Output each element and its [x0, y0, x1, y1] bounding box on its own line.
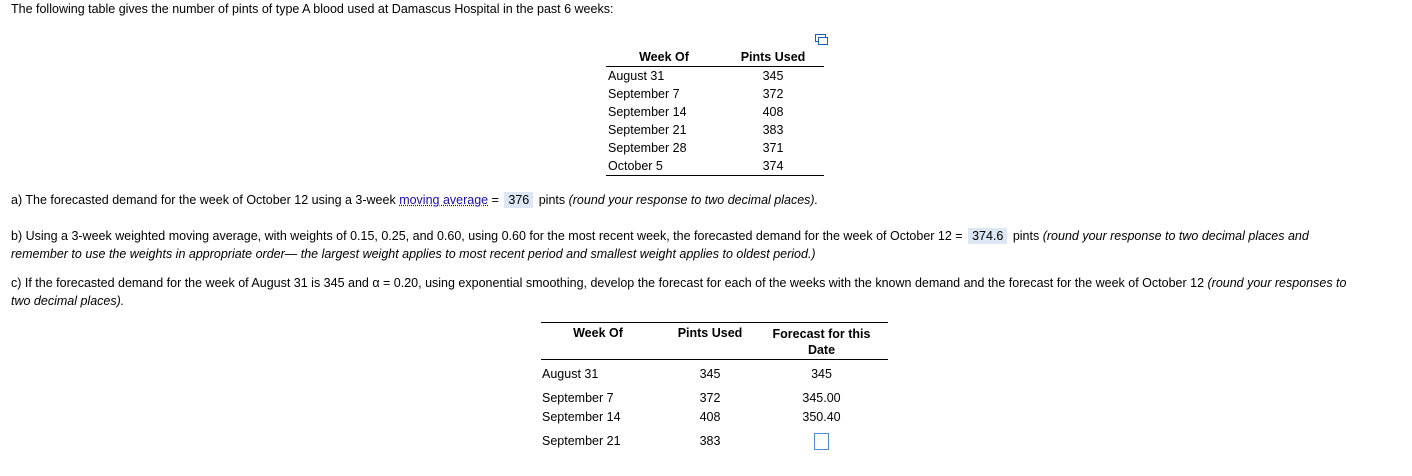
forecast-table-header: [541, 322, 888, 360]
table-row: [606, 121, 824, 139]
part-a-question: [11, 192, 818, 208]
part-a-prefix: a) The forecasted demand for the week of October 12 using a 3-week: [11, 193, 400, 207]
forecast-cell: 350.40: [802, 410, 841, 424]
week-cell: September 14: [608, 105, 687, 119]
header-pints-used: Pints Used: [740, 49, 806, 64]
pints-cell: 408: [699, 410, 721, 424]
part-a-answer[interactable]: 376: [504, 192, 533, 208]
pints-cell: 374: [762, 159, 784, 173]
part-a-note: (round your response to two decimal places).: [568, 193, 819, 207]
table-row: [541, 408, 888, 426]
table-row: [606, 157, 824, 175]
forecast-cell: 345.00: [802, 391, 841, 405]
part-c-question-line1: [11, 276, 1346, 290]
pints-table: [606, 47, 824, 176]
pints-cell: 371: [762, 141, 784, 155]
pints-cell: 408: [762, 105, 784, 119]
forecast-cell: 345: [811, 367, 832, 381]
week-cell: September 21: [608, 123, 687, 137]
part-b-prefix: b) Using a 3-week weighted moving average, with weights of 0.15, 0.25, and 0.60, using 0.60 for the most recent week, the forecasted demand for the week of October 12 =: [11, 229, 967, 243]
table-row: [606, 139, 824, 157]
part-b-question-line2: remember to use the weights in appropriate order— the largest weight applies to most recent period and smallest weight applies to oldest period.): [11, 247, 816, 261]
pints-cell: 345: [699, 367, 721, 381]
table-row: [606, 85, 824, 103]
pints-cell: 345: [762, 69, 784, 83]
header-week-of: Week Of: [639, 49, 689, 64]
part-b-note-1: (round your response to two decimal places and: [1042, 229, 1309, 243]
forecast-input[interactable]: [814, 433, 829, 450]
part-b-question-line1: [11, 228, 1309, 244]
part-c-note-1: (round your responses to: [1207, 276, 1347, 290]
table-row: [541, 428, 888, 454]
table-row: [606, 103, 824, 121]
header-forecast-line1: Forecast for this: [772, 327, 871, 341]
part-b-answer[interactable]: 374.6: [968, 228, 1007, 244]
forecast-table: [541, 322, 888, 454]
pints-cell: 383: [762, 123, 784, 137]
part-c-prefix: c) If the forecasted demand for the week of August 31 is 345 and α = 0.20, using exponential smoothing, develop the forecast for each of the weeks with the known demand and the forecast for the week of October 12: [11, 276, 1208, 290]
header-pints-used: Pints Used: [677, 326, 743, 340]
table-row: [541, 388, 888, 408]
intro-text: The following table gives the number of pints of type A blood used at Damascus Hospital in the past 6 weeks:: [11, 2, 614, 16]
table-row: [606, 67, 824, 85]
part-c-question-line2: two decimal places).: [11, 294, 125, 308]
week-cell: October 5: [608, 159, 663, 173]
week-cell: September 21: [542, 434, 621, 448]
pints-table-header: [606, 47, 824, 67]
pints-cell: 383: [699, 434, 721, 448]
week-cell: August 31: [542, 367, 599, 381]
pints-cell: 372: [699, 391, 721, 405]
part-b-unit: pints: [1009, 229, 1043, 243]
moving-average-link[interactable]: moving average: [399, 193, 489, 207]
week-cell: September 7: [608, 87, 680, 101]
week-cell: August 31: [608, 69, 665, 83]
part-a-equals: =: [488, 193, 503, 207]
header-forecast-line2: Date: [807, 343, 836, 357]
header-forecast: [755, 323, 888, 359]
table-bottom-rule: [606, 175, 824, 176]
week-cell: September 7: [542, 391, 614, 405]
week-cell: September 28: [608, 141, 687, 155]
pints-cell: 372: [762, 87, 784, 101]
week-cell: September 14: [542, 410, 621, 424]
table-row: [541, 362, 888, 386]
copy-table-icon[interactable]: [815, 34, 828, 45]
header-week-of: Week Of: [573, 326, 623, 340]
forecast-cell: [755, 433, 888, 450]
part-a-unit: pints: [535, 193, 569, 207]
